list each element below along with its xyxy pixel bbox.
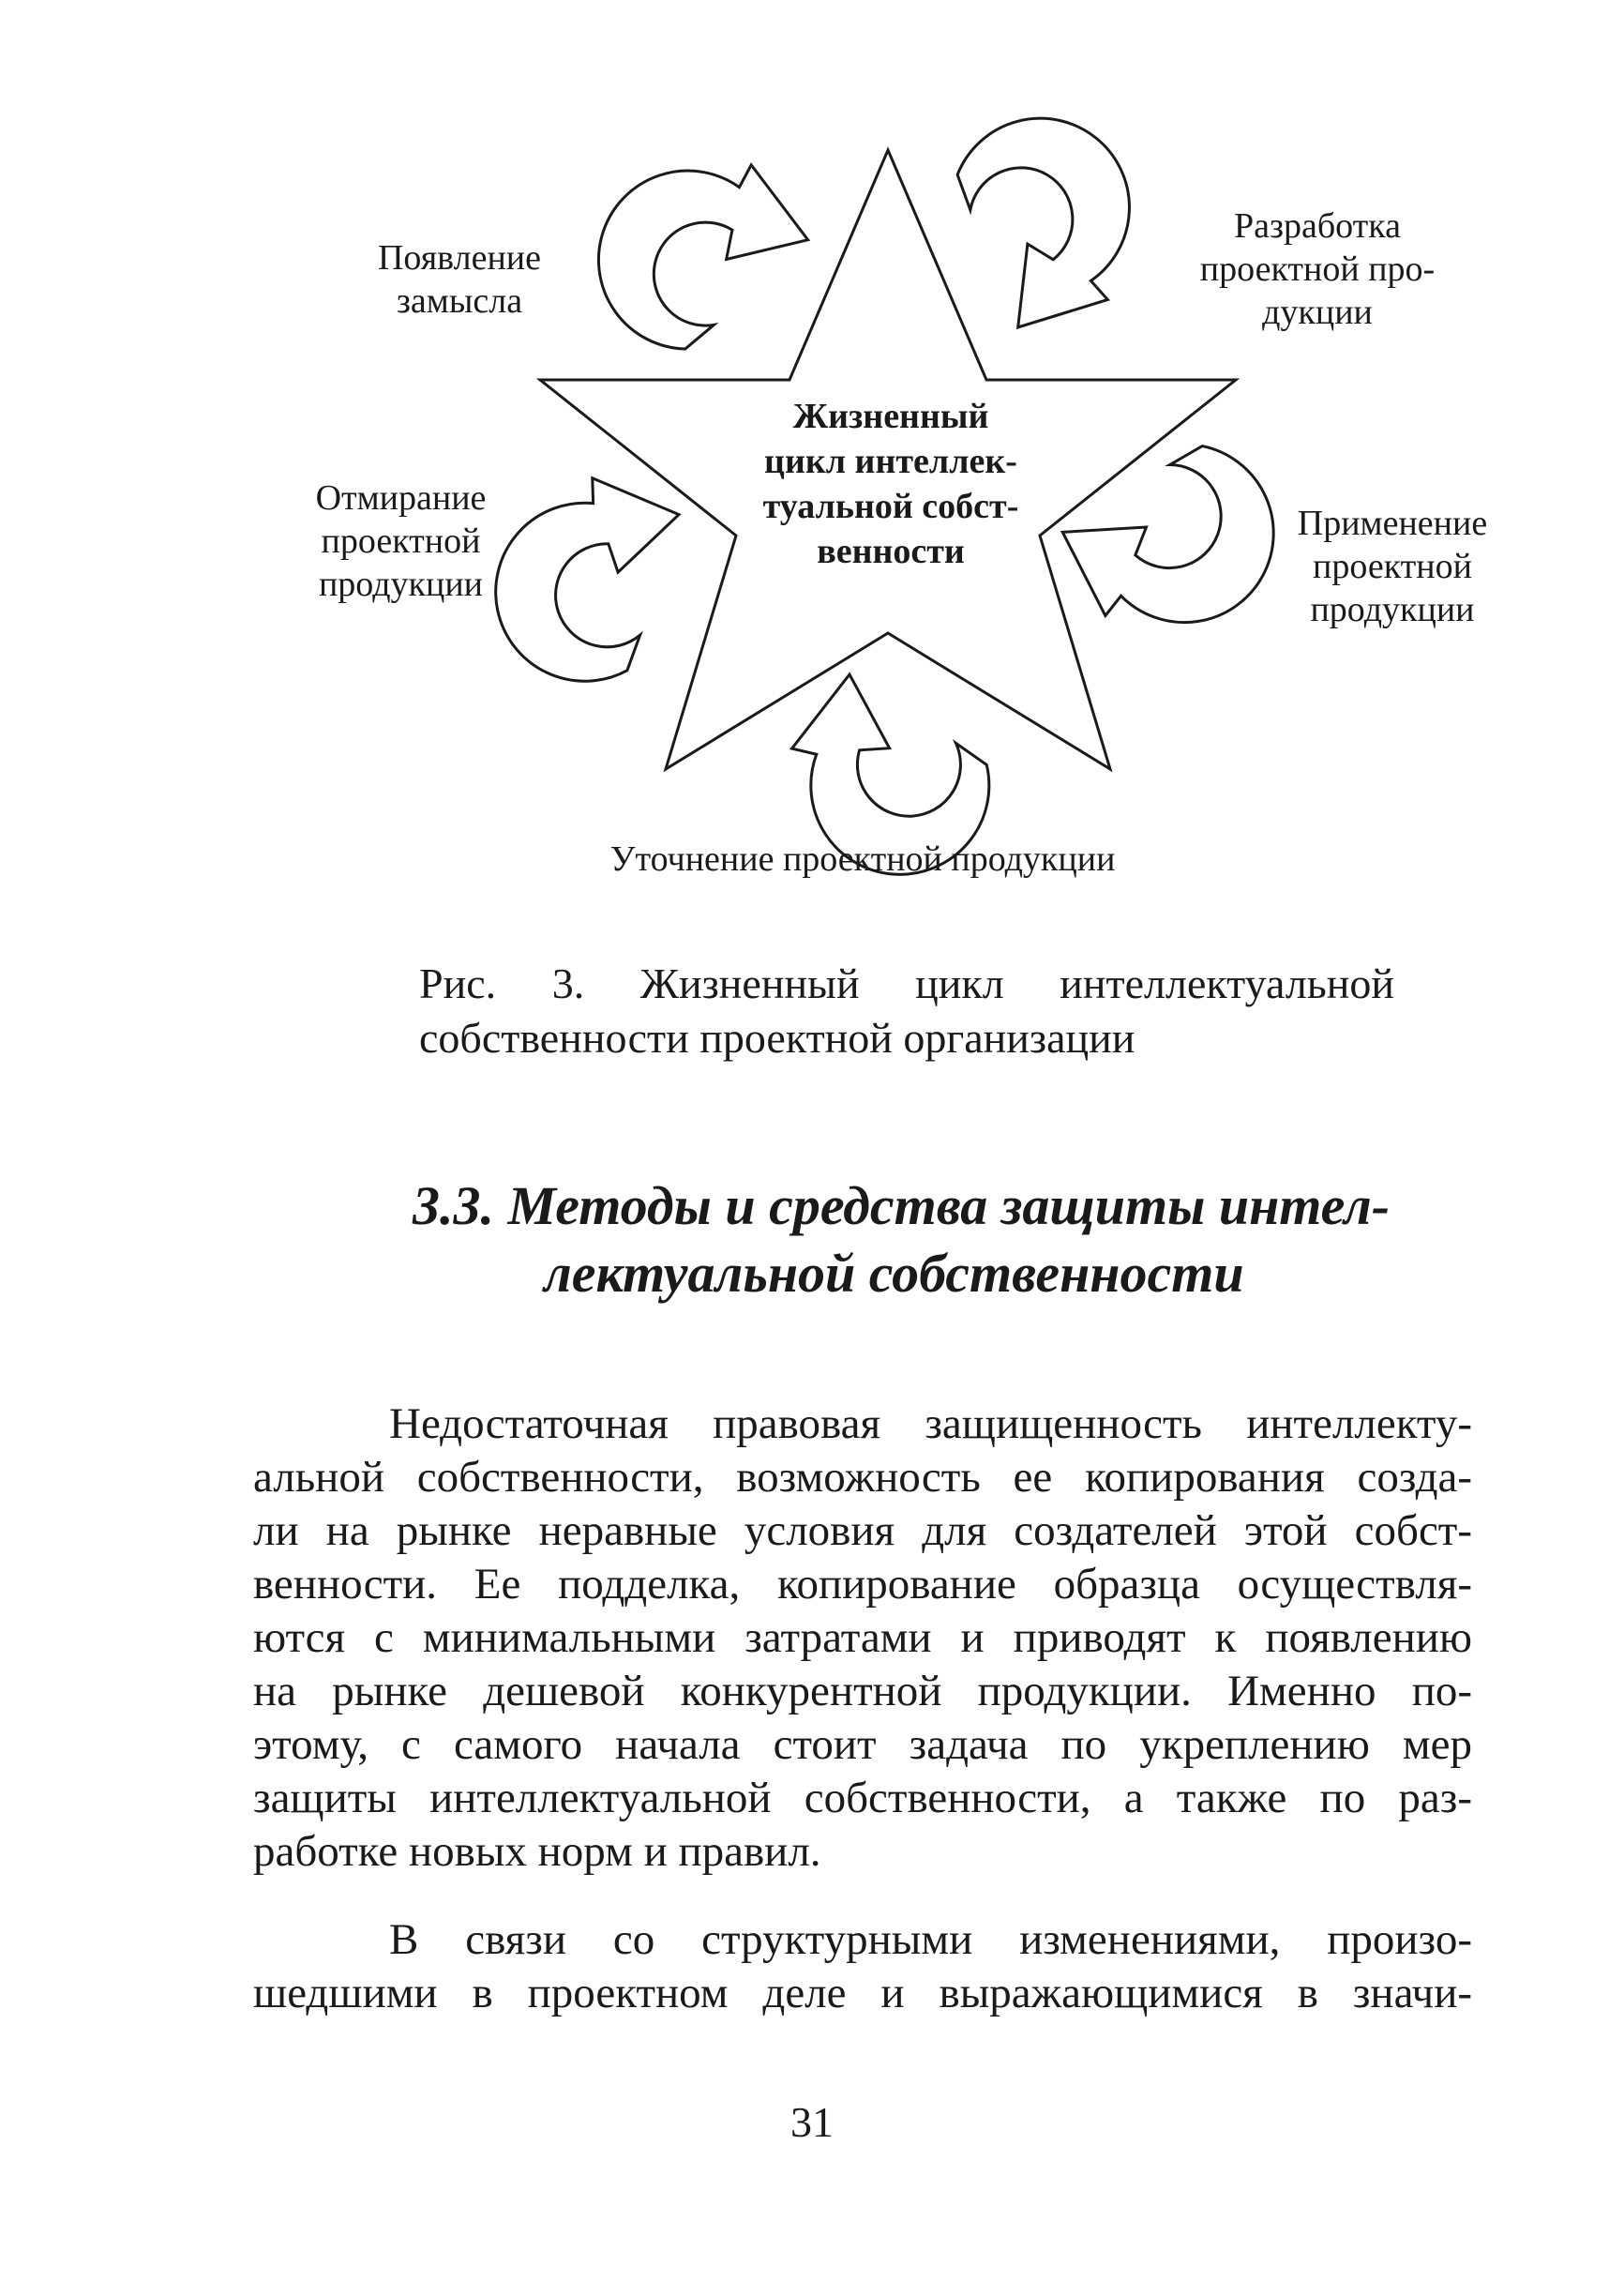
body-paragraph-1: [253, 1397, 1472, 1879]
paragraph-line: венности. Ее подделка, копирование образца осуществля-: [253, 1560, 1472, 1609]
center-line: венности: [817, 532, 965, 571]
center-line: туальной собст-: [762, 487, 1019, 526]
paragraph-line: этому, с самого начала стоит задача по укреплению мер: [253, 1720, 1472, 1769]
paragraph-line: Недостаточная правовая защищенность интеллекту-: [389, 1399, 1472, 1448]
heading-line: лектуальной собственности: [544, 1243, 1244, 1304]
stage-line: Разработка: [1233, 206, 1402, 246]
cycle-arrow-2: [947, 93, 1162, 333]
stage-line: Появление: [377, 238, 541, 278]
stage-label-origin: [361, 236, 558, 323]
section-heading: [413, 1172, 1444, 1307]
stage-label-refinement: [581, 838, 1144, 881]
body-paragraph-2: [253, 1913, 1472, 2020]
stage-line: замысла: [396, 281, 523, 321]
stage-line: проектной: [1313, 547, 1472, 586]
stage-line: Отмирание: [315, 478, 487, 518]
cycle-arrow-1: [563, 121, 815, 368]
heading-line: 3.3. Методы и средства защиты интел-: [413, 1175, 1391, 1236]
stage-label-dying: [295, 476, 506, 606]
paragraph-line: ли на рынке неравные условия для создателей этой собст-: [253, 1506, 1472, 1555]
paragraph-line: шедшими в проектном деле и выражающимися в значи-: [253, 1969, 1472, 2017]
stage-line: дукции: [1262, 293, 1373, 332]
figure-caption: [419, 957, 1394, 1065]
stage-line: проектной про-: [1199, 249, 1436, 289]
stage-line: продукции: [1310, 590, 1475, 629]
stage-line: Применение: [1297, 504, 1488, 543]
center-line: цикл интеллек-: [764, 442, 1017, 481]
paragraph-line: на рынке дешевой конкурентной продукции. Именно по-: [253, 1667, 1472, 1715]
stage-line: Уточнение проектной продукции: [609, 839, 1116, 879]
paragraph-line: ются с минимальными затратами и приводят к появлению: [253, 1613, 1472, 1662]
page-number: 31: [790, 2098, 834, 2146]
diagram-center-label: [713, 394, 1069, 574]
stage-label-application: [1280, 502, 1505, 631]
center-line: Жизненный: [792, 397, 989, 436]
paragraph-line: работке новых норм и правил.: [253, 1827, 821, 1876]
paragraph-line: альной собственности, возможность ее копирования созда-: [253, 1453, 1472, 1502]
cycle-arrow-3: [1056, 431, 1306, 666]
paragraph-line: защиты интеллектуальной собственности, а также по раз-: [253, 1774, 1472, 1822]
stage-line: проектной: [321, 521, 481, 561]
lifecycle-diagram: [0, 0, 1624, 938]
paragraph-line: В связи со структурными изменениями, произо-: [389, 1915, 1472, 1964]
caption-line: Рис. 3. Жизненный цикл интеллектуальной: [419, 959, 1394, 1007]
stage-label-development: [1181, 204, 1453, 334]
stage-line: продукции: [318, 565, 484, 604]
caption-line: собственности проектной организации: [419, 1014, 1135, 1062]
